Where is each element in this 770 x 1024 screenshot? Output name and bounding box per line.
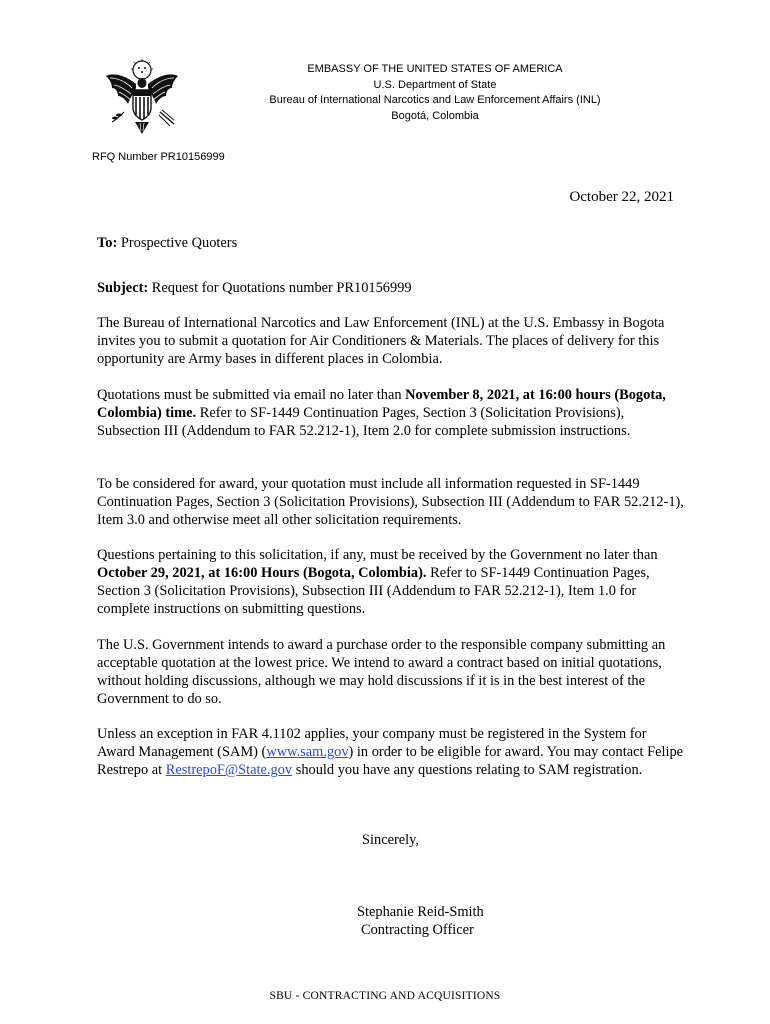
sam-text-end: should you have any questions relating to SAM registration.	[292, 762, 643, 778]
letterhead-embassy: EMBASSY OF THE UNITED STATES OF AMERICA	[307, 63, 563, 75]
paragraph-intro: The Bureau of International Narcotics and Law Enforcement (INL) at the U.S. Embassy in Bogota invites you to submit a quotation for Air Conditioners & Materials. The places of delivery for this opportunity are Army bases in different places in Colombia.	[97, 315, 665, 367]
subject-text: Request for Quotations number PR10156999	[151, 280, 412, 296]
sam-website-link[interactable]: www.sam.gov	[266, 744, 349, 760]
paragraph-sam-registration	[97, 725, 687, 779]
to-recipients: Prospective Quoters	[120, 235, 238, 251]
embassy-seal-icon	[104, 58, 180, 138]
questions-deadline: October 29, 2021, at 16:00 Hours (Bogota, Colombia).	[97, 565, 427, 581]
to-label: To:	[97, 235, 118, 251]
signer-name: Stephanie Reid-Smith	[357, 904, 484, 920]
submission-text: Quotations must be submitted via email no later than	[97, 387, 406, 403]
closing: Sincerely,	[362, 832, 420, 848]
letterhead-bureau: Bureau of International Narcotics and Law Enforcement Affairs (INL)	[269, 94, 601, 106]
rfq-label: RFQ Number	[92, 151, 158, 163]
sam-text-continued: ) in order to be eligible for award. You may contact Felipe Restrepo at	[97, 744, 684, 778]
paragraph-submission-deadline	[97, 386, 687, 440]
classification-footer: SBU - CONTRACTING AND ACQUISITIONS	[269, 990, 501, 1002]
rfq-number: PR10156999	[160, 151, 225, 163]
letterhead-department: U.S. Department of State	[373, 78, 497, 91]
questions-text: Questions pertaining to this solicitation, if any, must be received by the Government no later than	[97, 547, 658, 563]
questions-reference: Refer to SF-1449 Continuation Pages, Section 3 (Solicitation Provisions), Subsection III (Addendum to FAR 52.212-1), Item 1.0 for complete instructions on submitting questions.	[97, 565, 650, 617]
rfq-number-line	[92, 151, 225, 163]
to-line	[97, 234, 687, 252]
subject-label: Subject:	[97, 280, 149, 296]
submission-deadline: November 8, 2021, at 16:00 hours (Bogota, Colombia) time.	[97, 387, 666, 421]
letter-date: October 22, 2021	[569, 189, 674, 205]
signer-title: Contracting Officer	[361, 922, 474, 938]
letterhead-city: Bogotá, Colombia	[391, 109, 479, 122]
paragraph-award-intent: The U.S. Government intends to award a purchase order to the responsible company submitting an acceptable quotation at the lowest price. We intend to award a contract based on initial quotations, without holding discussions, although we may hold discussions if it is in the best interest of the Government to do so.	[97, 637, 666, 707]
sam-text: Unless an exception in FAR 4.1102 applies, your company must be registered in the System for Award Management (SAM) (	[97, 726, 647, 760]
paragraph-questions-deadline	[97, 546, 687, 618]
letterhead	[190, 62, 680, 124]
subject-line	[97, 279, 687, 297]
contact-email-link[interactable]: RestrepoF@State.gov	[165, 762, 293, 778]
submission-reference: Refer to SF-1449 Continuation Pages, Section 3 (Solicitation Provisions), Subsection III (Addendum to FAR 52.212-1), Item 2.0 for complete submission instructions.	[97, 405, 631, 439]
paragraph-award-requirements: To be considered for award, your quotation must include all information requested in SF-1449 Continuation Pages, Section 3 (Solicitation Provisions), Subsection III (Addendum to FAR 52.212-1), Item 3.0 and otherwise meet all other solicitation requirements.	[97, 476, 684, 528]
